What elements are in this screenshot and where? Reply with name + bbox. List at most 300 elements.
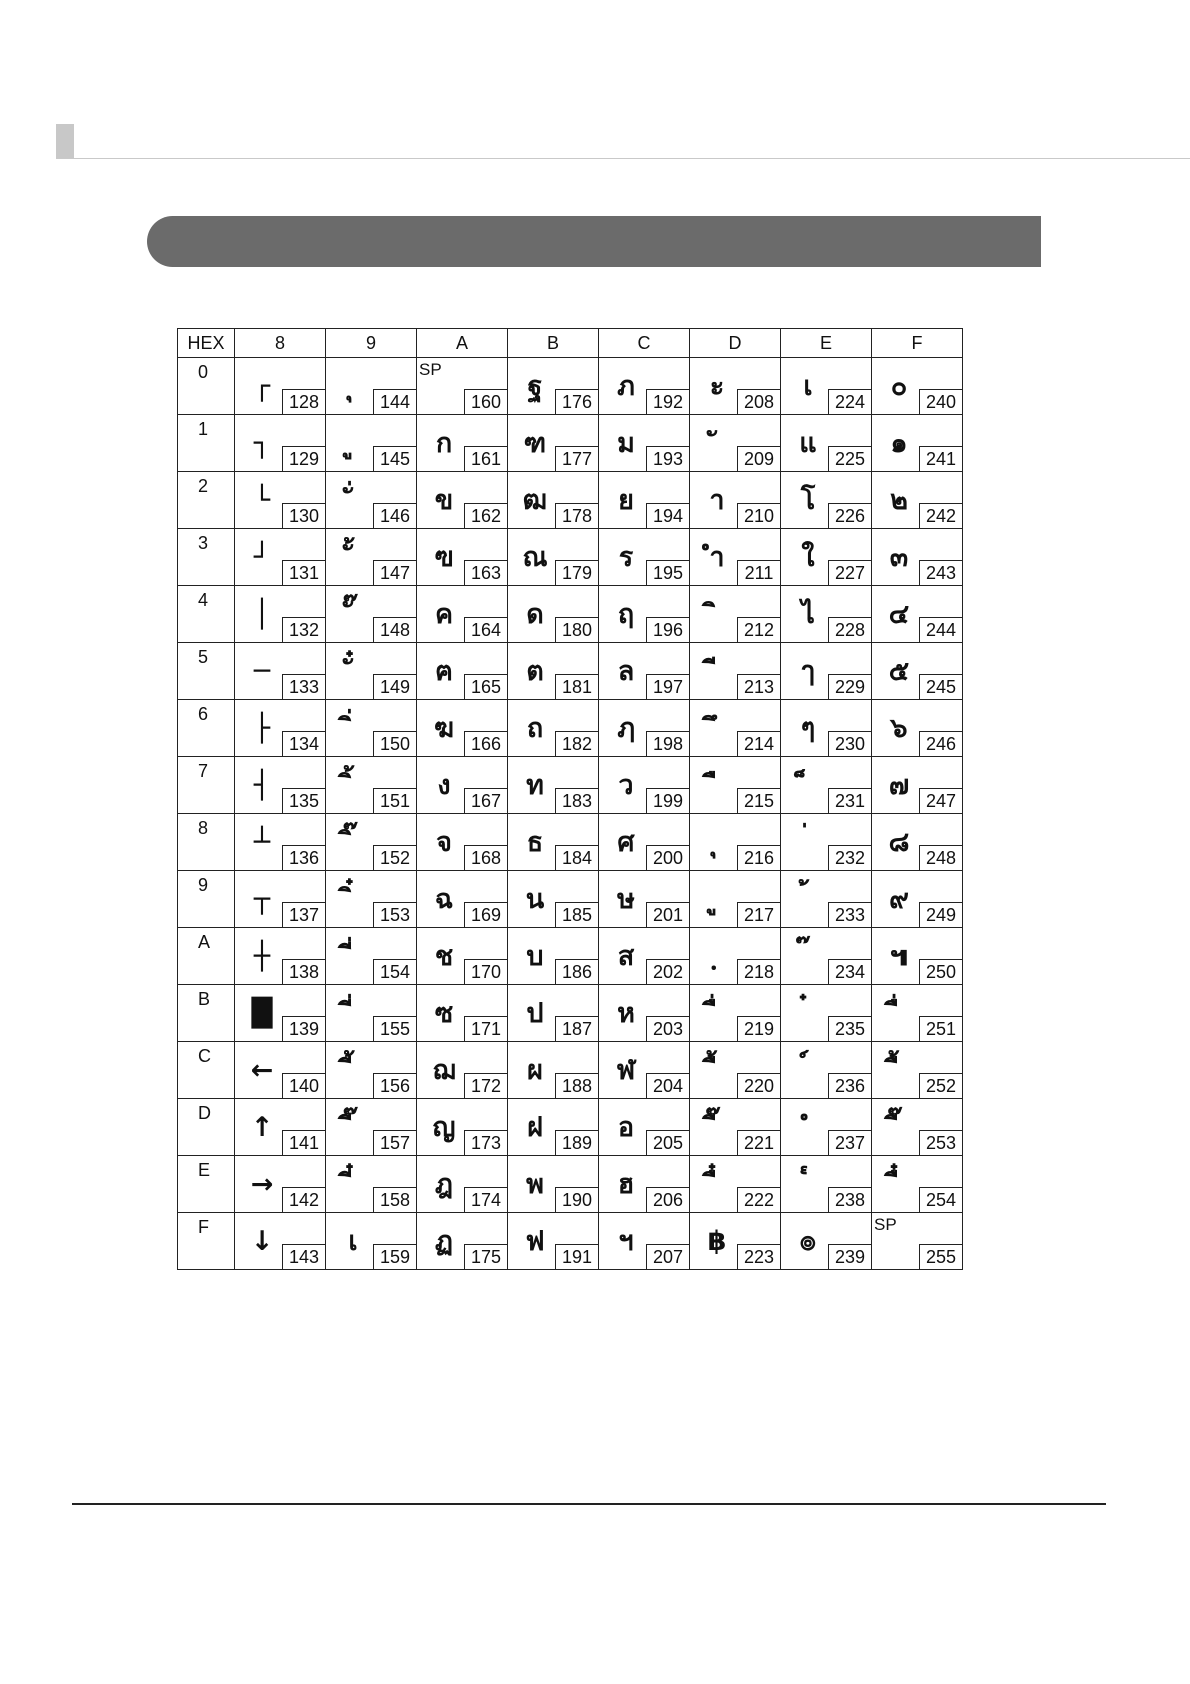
decimal-code: 203: [646, 1016, 689, 1041]
character-glyph: [336, 928, 370, 984]
character-glyph: [791, 757, 825, 813]
decimal-code: 206: [646, 1187, 689, 1212]
decimal-code: 168: [464, 845, 507, 870]
character-glyph: ๔: [888, 598, 910, 630]
decimal-code: 152: [373, 845, 416, 870]
decimal-code: 213: [737, 674, 780, 699]
row-header: [178, 529, 235, 586]
code-cell: [508, 643, 599, 700]
character-glyph: █: [251, 997, 273, 1029]
decimal-code: 153: [373, 902, 416, 927]
decimal-code: 231: [828, 788, 871, 813]
decimal-code: 190: [555, 1187, 598, 1212]
character-glyph: ข: [434, 484, 454, 516]
decimal-code: 207: [646, 1244, 689, 1269]
decimal-code: 157: [373, 1130, 416, 1155]
character-glyph: [336, 643, 370, 699]
decimal-code: 244: [919, 617, 962, 642]
table-row: [178, 529, 963, 586]
character-glyph: [791, 1042, 825, 1098]
code-cell: [508, 814, 599, 871]
character-glyph: ม: [617, 427, 635, 459]
character-glyph: ฑ: [523, 427, 547, 459]
code-cell: [326, 928, 417, 985]
character-glyph: [791, 1099, 825, 1155]
code-cell: [690, 643, 781, 700]
row-header: [178, 586, 235, 643]
decimal-code: 173: [464, 1130, 507, 1155]
character-glyph: ฎ: [434, 1168, 454, 1200]
decimal-code: 187: [555, 1016, 598, 1041]
code-cell: [781, 757, 872, 814]
character-glyph: ↓: [250, 1225, 274, 1257]
character-glyph: ำ: [709, 541, 725, 573]
decimal-code: 243: [919, 560, 962, 585]
row-header: [178, 1099, 235, 1156]
character-glyph: [336, 700, 370, 756]
code-cell: [508, 586, 599, 643]
code-cell: [326, 529, 417, 586]
decimal-code: 191: [555, 1244, 598, 1269]
character-glyph: ฏ: [434, 1225, 454, 1257]
character-glyph: ├: [253, 712, 271, 744]
character-glyph: ฆ: [433, 712, 455, 744]
row-hex-label: 0: [198, 362, 209, 382]
character-glyph: ฌ: [432, 1054, 456, 1086]
decimal-code: 222: [737, 1187, 780, 1212]
code-cell: [690, 472, 781, 529]
row-hex-label: 3: [198, 533, 209, 553]
row-hex-label: 9: [198, 875, 209, 895]
character-glyph: ๕: [888, 655, 910, 687]
code-cell: [872, 757, 963, 814]
character-glyph: [882, 1156, 916, 1212]
decimal-code: 143: [282, 1244, 325, 1269]
decimal-code: 144: [373, 389, 416, 414]
code-cell: [872, 643, 963, 700]
code-cell: [690, 1156, 781, 1213]
character-glyph: [791, 928, 825, 984]
decimal-code: 226: [828, 503, 871, 528]
character-glyph: ๒: [890, 484, 908, 516]
character-glyph: [336, 1099, 370, 1155]
character-glyph: ๚: [889, 940, 909, 972]
column-header: F: [872, 329, 963, 358]
character-glyph: เ: [803, 370, 813, 402]
character-glyph: ณ: [522, 541, 548, 573]
code-cell: [508, 1213, 599, 1270]
decimal-code: 227: [828, 560, 871, 585]
code-cell: [235, 985, 326, 1042]
decimal-code: 241: [919, 446, 962, 471]
decimal-code: 212: [737, 617, 780, 642]
code-cell: [235, 1099, 326, 1156]
code-cell: [781, 472, 872, 529]
row-hex-label: B: [198, 989, 211, 1009]
table-row: [178, 415, 963, 472]
decimal-code: 197: [646, 674, 689, 699]
code-cell: [508, 700, 599, 757]
character-glyph: ย: [618, 484, 634, 516]
code-cell: [326, 985, 417, 1042]
character-glyph: ๙: [889, 883, 909, 915]
decimal-code: 194: [646, 503, 689, 528]
code-cell: [872, 1099, 963, 1156]
row-header: [178, 358, 235, 415]
decimal-code: 254: [919, 1187, 962, 1212]
decimal-code: 174: [464, 1187, 507, 1212]
decimal-code: 192: [646, 389, 689, 414]
code-cell: [508, 1042, 599, 1099]
decimal-code: 242: [919, 503, 962, 528]
code-cell: [872, 814, 963, 871]
code-cell: [781, 529, 872, 586]
decimal-code: 147: [373, 560, 416, 585]
decimal-code: 155: [373, 1016, 416, 1041]
code-cell: [781, 928, 872, 985]
character-glyph: ฮ: [617, 1168, 635, 1200]
decimal-code: 201: [646, 902, 689, 927]
decimal-code: 128: [282, 389, 325, 414]
character-glyph: ซ: [434, 997, 454, 1029]
table-row: [178, 1156, 963, 1213]
row-header: [178, 700, 235, 757]
row-header: [178, 1042, 235, 1099]
column-header: C: [599, 329, 690, 358]
character-glyph: [336, 1042, 370, 1098]
row-hex-label: 2: [198, 476, 209, 496]
code-cell: [599, 700, 690, 757]
character-glyph: [700, 1042, 734, 1098]
decimal-code: 253: [919, 1130, 962, 1155]
code-cell: [235, 358, 326, 415]
code-cell: [690, 871, 781, 928]
decimal-code: 172: [464, 1073, 507, 1098]
character-glyph: [700, 985, 734, 1041]
character-glyph: ต: [526, 655, 544, 687]
decimal-code: 216: [737, 845, 780, 870]
decimal-code: 171: [464, 1016, 507, 1041]
code-cell: [326, 358, 417, 415]
character-glyph: ๘: [888, 826, 910, 858]
code-cell: [417, 1099, 508, 1156]
decimal-code: 204: [646, 1073, 689, 1098]
character-glyph: [336, 1156, 370, 1212]
character-glyph: ┼: [253, 940, 271, 972]
character-glyph: ┤: [253, 769, 271, 801]
decimal-code: 184: [555, 845, 598, 870]
character-glyph: [700, 1156, 734, 1212]
code-cell: [326, 472, 417, 529]
character-glyph: [882, 1042, 916, 1098]
character-glyph: ฉ: [434, 883, 454, 915]
code-cell: [326, 643, 417, 700]
character-glyph: ง: [437, 769, 451, 801]
code-cell: [690, 814, 781, 871]
character-glyph: ษ: [617, 883, 635, 915]
decimal-code: 251: [919, 1016, 962, 1041]
table-row: [178, 928, 963, 985]
code-cell: [508, 1099, 599, 1156]
code-cell: [599, 529, 690, 586]
decimal-code: 178: [555, 503, 598, 528]
code-cell: [417, 643, 508, 700]
code-cell: [235, 814, 326, 871]
character-glyph: ธ: [526, 826, 544, 858]
decimal-code: 134: [282, 731, 325, 756]
decimal-code: 162: [464, 503, 507, 528]
character-glyph: า: [709, 484, 725, 516]
decimal-code: 148: [373, 617, 416, 642]
code-cell: [326, 757, 417, 814]
code-cell: [417, 1042, 508, 1099]
decimal-code: 131: [282, 560, 325, 585]
character-glyph: ห: [617, 997, 635, 1029]
decimal-code: 169: [464, 902, 507, 927]
character-glyph: [700, 1099, 734, 1155]
code-cell: [599, 1042, 690, 1099]
decimal-code: 185: [555, 902, 598, 927]
row-header: [178, 871, 235, 928]
character-glyph: ฬ: [616, 1054, 636, 1086]
footer-rule: [72, 1503, 1106, 1505]
row-header: [178, 757, 235, 814]
row-hex-label: A: [198, 932, 211, 952]
decimal-code: 238: [828, 1187, 871, 1212]
table-row: [178, 643, 963, 700]
code-cell: [690, 586, 781, 643]
decimal-code: 186: [555, 959, 598, 984]
table-row: [178, 1099, 963, 1156]
decimal-code: 181: [555, 674, 598, 699]
table-row: [178, 358, 963, 415]
character-glyph: ล: [617, 655, 635, 687]
code-cell: [417, 928, 508, 985]
code-cell: [781, 1156, 872, 1213]
code-cell: [417, 757, 508, 814]
character-glyph: [700, 415, 734, 471]
code-cell: [508, 529, 599, 586]
character-glyph: [336, 871, 370, 927]
decimal-code: 140: [282, 1073, 325, 1098]
character-glyph: ค: [434, 598, 454, 630]
character-glyph: ฐ: [527, 370, 543, 402]
character-glyph: ฃ: [434, 541, 454, 573]
code-cell: [872, 529, 963, 586]
character-glyph: ๑: [890, 427, 908, 459]
character-glyph: [336, 415, 370, 471]
decimal-code: 211: [737, 560, 780, 585]
row-hex-label: C: [198, 1046, 211, 1066]
code-cell: [417, 814, 508, 871]
code-cell: [872, 586, 963, 643]
code-cell: [690, 1042, 781, 1099]
code-cell: [235, 1156, 326, 1213]
code-cell: [781, 1042, 872, 1099]
decimal-code: 150: [373, 731, 416, 756]
code-cell: [599, 415, 690, 472]
character-glyph: ด: [526, 598, 544, 630]
decimal-code: 193: [646, 446, 689, 471]
code-cell: [599, 1156, 690, 1213]
decimal-code: 214: [737, 731, 780, 756]
code-cell: [690, 985, 781, 1042]
character-glyph: ฿: [707, 1225, 727, 1257]
character-glyph: ↑: [250, 1111, 274, 1143]
code-cell: [599, 1213, 690, 1270]
code-cell: [599, 757, 690, 814]
decimal-code: 220: [737, 1073, 780, 1098]
row-hex-label: 8: [198, 818, 209, 838]
decimal-code: 237: [828, 1130, 871, 1155]
character-glyph: [336, 985, 370, 1041]
code-cell: [326, 814, 417, 871]
character-glyph: บ: [526, 940, 544, 972]
decimal-code: 250: [919, 959, 962, 984]
code-cell: [690, 700, 781, 757]
character-glyph: └: [253, 484, 271, 516]
decimal-code: 236: [828, 1073, 871, 1098]
table-row: [178, 1213, 963, 1270]
decimal-code: 133: [282, 674, 325, 699]
code-cell: [599, 643, 690, 700]
decimal-code: 252: [919, 1073, 962, 1098]
code-cell: [781, 985, 872, 1042]
character-glyph: ภ: [617, 370, 635, 402]
code-cell: [326, 1156, 417, 1213]
character-glyph: ┴: [253, 826, 271, 858]
code-cell: [599, 358, 690, 415]
character-glyph: ๓: [889, 541, 909, 573]
code-cell: [235, 700, 326, 757]
column-header: 9: [326, 329, 417, 358]
decimal-code: 180: [555, 617, 598, 642]
row-header: [178, 472, 235, 529]
character-glyph: เ: [348, 1225, 358, 1257]
code-cell: [599, 928, 690, 985]
character-glyph: ท: [526, 769, 544, 801]
decimal-code: 182: [555, 731, 598, 756]
character-glyph: อ: [617, 1111, 635, 1143]
table-row: [178, 700, 963, 757]
decimal-code: 139: [282, 1016, 325, 1041]
decimal-code: 183: [555, 788, 598, 813]
section-title-bar: [147, 216, 1041, 267]
code-cell: [508, 472, 599, 529]
character-glyph: ฒ: [522, 484, 548, 516]
code-cell: [235, 1042, 326, 1099]
decimal-code: 219: [737, 1016, 780, 1041]
code-cell: [690, 415, 781, 472]
character-glyph: [336, 529, 370, 585]
code-cell: [872, 472, 963, 529]
character-glyph: ๏: [799, 1225, 817, 1257]
code-cell: [508, 928, 599, 985]
row-hex-label: E: [198, 1160, 211, 1180]
decimal-code: 202: [646, 959, 689, 984]
character-glyph: โ: [800, 484, 816, 516]
decimal-code: 159: [373, 1244, 416, 1269]
character-glyph: ผ: [527, 1054, 543, 1086]
code-cell: [690, 529, 781, 586]
code-cell: [872, 415, 963, 472]
character-glyph: ๐: [890, 370, 908, 402]
code-cell: [508, 415, 599, 472]
decimal-code: 177: [555, 446, 598, 471]
code-cell: [690, 1099, 781, 1156]
table-row: [178, 814, 963, 871]
code-cell: [326, 1099, 417, 1156]
character-glyph: [700, 643, 734, 699]
row-header: [178, 1156, 235, 1213]
row-hex-label: 6: [198, 704, 209, 724]
code-cell: [872, 871, 963, 928]
table-row: [178, 871, 963, 928]
code-cell: [417, 415, 508, 472]
decimal-code: 225: [828, 446, 871, 471]
character-glyph: ┘: [253, 541, 271, 573]
code-cell: [872, 1042, 963, 1099]
decimal-code: 163: [464, 560, 507, 585]
decimal-code: 146: [373, 503, 416, 528]
decimal-code: 156: [373, 1073, 416, 1098]
decimal-code: 145: [373, 446, 416, 471]
column-header-row: [178, 329, 963, 358]
code-cell: [599, 1099, 690, 1156]
decimal-code: 189: [555, 1130, 598, 1155]
code-cell: [417, 358, 508, 415]
decimal-code: 245: [919, 674, 962, 699]
code-cell: [690, 358, 781, 415]
character-glyph: [791, 814, 825, 870]
row-header: [178, 928, 235, 985]
code-cell: [235, 643, 326, 700]
code-cell: [326, 700, 417, 757]
decimal-code: 165: [464, 674, 507, 699]
decimal-code: 141: [282, 1130, 325, 1155]
character-glyph: [791, 985, 825, 1041]
code-cell: [599, 814, 690, 871]
character-code-table: [177, 328, 963, 1270]
row-hex-label: 7: [198, 761, 209, 781]
character-glyph: ฝ: [527, 1111, 543, 1143]
table-row: [178, 757, 963, 814]
decimal-code: 217: [737, 902, 780, 927]
code-cell: [326, 586, 417, 643]
character-glyph: ๆ: [800, 712, 816, 744]
character-glyph: จ: [436, 826, 452, 858]
code-cell: [326, 1213, 417, 1270]
decimal-code: 224: [828, 389, 871, 414]
code-cell: [781, 1099, 872, 1156]
code-cell: [781, 586, 872, 643]
character-glyph: ส: [617, 940, 635, 972]
code-cell: [781, 1213, 872, 1270]
code-cell: [417, 1213, 508, 1270]
row-header: [178, 643, 235, 700]
code-cell: [235, 529, 326, 586]
code-cell: [508, 871, 599, 928]
decimal-code: 136: [282, 845, 325, 870]
decimal-code: 142: [282, 1187, 325, 1212]
code-cell: [872, 985, 963, 1042]
decimal-code: 240: [919, 389, 962, 414]
character-glyph: ญ: [432, 1111, 456, 1143]
decimal-code: 138: [282, 959, 325, 984]
decimal-code: 129: [282, 446, 325, 471]
code-cell: [508, 985, 599, 1042]
character-glyph: พ: [526, 1168, 544, 1200]
